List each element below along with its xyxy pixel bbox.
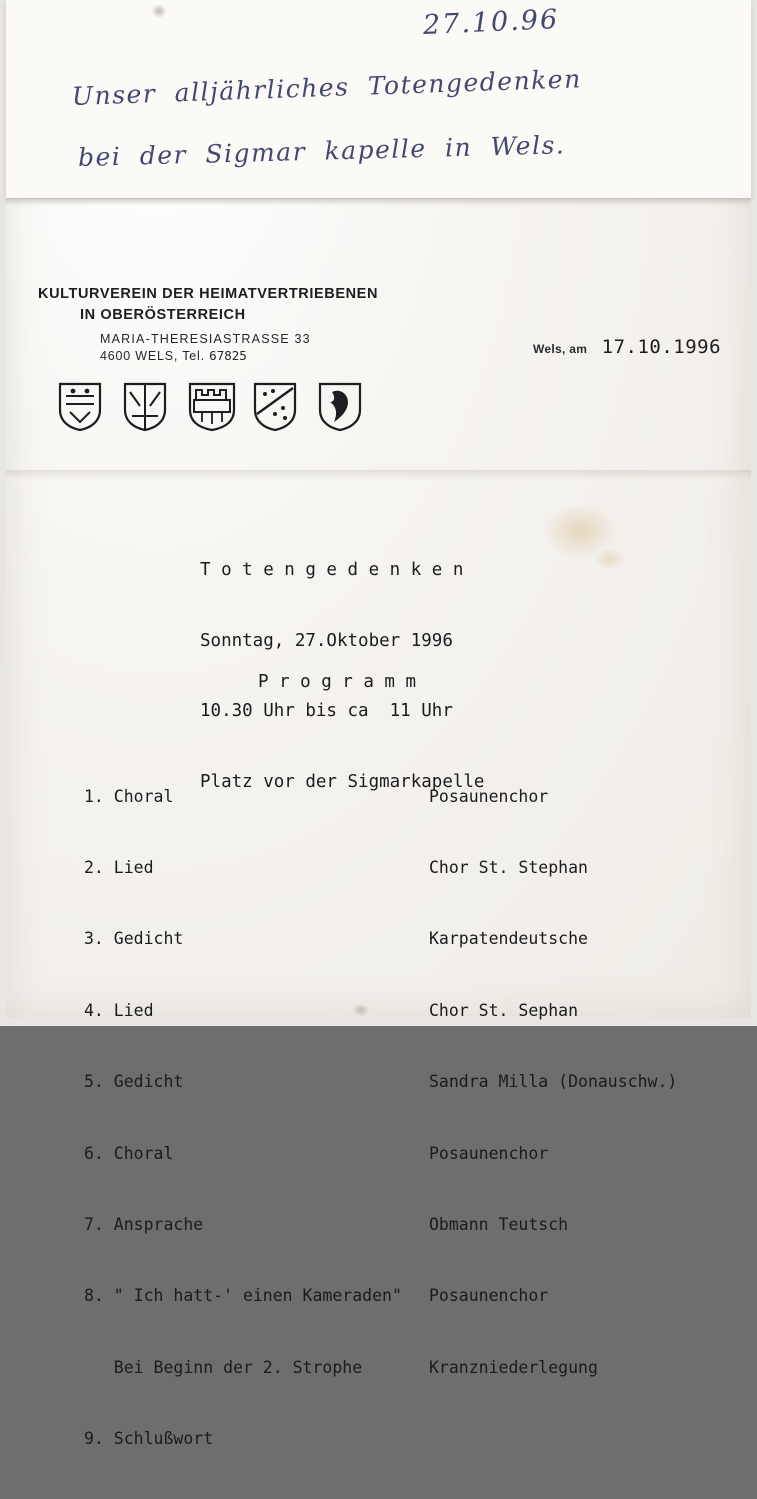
event-time: 10.30 Uhr bis ca 11 Uhr <box>200 701 453 721</box>
organization-street: MARIA-THERESIASTRASSE 33 <box>100 332 311 347</box>
program-row <box>84 1142 677 1166</box>
program-item-label: Bei Beginn der 2. Strophe <box>84 1357 363 1377</box>
organization-phone: 67825 <box>209 347 247 363</box>
crest-2-icon <box>123 382 167 432</box>
letterhead <box>38 284 438 365</box>
program-row <box>84 999 677 1023</box>
crest-3-icon <box>188 382 232 432</box>
organization-city: 4600 WELS, Tel. <box>100 348 205 363</box>
place-date-label: Wels, am <box>533 342 588 356</box>
program-item-performer: Obmann Teutsch <box>429 1214 569 1234</box>
program-row <box>84 785 677 809</box>
crest-4-icon <box>253 382 297 432</box>
program-item-performer: Kranzniederlegung <box>429 1357 598 1377</box>
program-item-label: 7. Ansprache <box>84 1214 204 1234</box>
program-list <box>84 737 677 1499</box>
organization-city-phone <box>100 348 438 365</box>
place-date-line <box>533 336 721 358</box>
program-row <box>84 856 677 880</box>
crest-1-icon <box>58 382 102 432</box>
program-item-performer: Posaunenchor <box>429 786 549 806</box>
program-row <box>84 1284 677 1308</box>
program-item-performer: Karpatendeutsche <box>429 929 588 949</box>
paper-fold-crease-middle <box>6 470 751 480</box>
program-item-performer: Posaunenchor <box>429 1143 549 1163</box>
program-item-label: 4. Lied <box>84 1000 154 1020</box>
program-item-label: 6. Choral <box>84 1143 174 1163</box>
program-item-label: 9. Schlußwort <box>84 1429 214 1449</box>
organization-name-line-1: KULTURVEREIN DER HEIMATVERTRIEBENEN <box>38 286 379 302</box>
program-row <box>84 1356 677 1380</box>
program-item-performer: Posaunenchor <box>429 1286 549 1306</box>
program-item-performer: Sandra Milla (Donauschw.) <box>429 1072 678 1092</box>
program-heading: P r o g r a m m <box>258 672 417 692</box>
handwritten-date: 27.10.96 <box>422 4 560 41</box>
program-item-label: 8. " Ich hatt-' einen Kameraden" <box>84 1286 402 1306</box>
program-row <box>84 1070 677 1094</box>
crest-5-icon <box>318 382 362 432</box>
organization-name-line-2: IN OBERÖSTERREICH <box>80 307 246 324</box>
program-item-performer: Chor St. Sephan <box>429 1000 579 1020</box>
handwritten-note-line-2: bei der Sigmar kapelle in Wels. <box>77 130 566 172</box>
program-row <box>84 1427 677 1451</box>
program-item-label: 2. Lied <box>84 857 154 877</box>
program-item-label: 1. Choral <box>84 786 174 806</box>
program-item-label: 3. Gedicht <box>84 929 184 949</box>
event-title: T o t e n g e d e n k e n <box>200 560 464 580</box>
coat-of-arms-row <box>58 382 362 432</box>
program-item-label: 5. Gedicht <box>84 1072 184 1092</box>
handwritten-note-line-1: Unser alljährliches Totengedenken <box>71 64 583 111</box>
place-date-value: 17.10.1996 <box>601 336 722 358</box>
program-row <box>84 1213 677 1237</box>
program-row <box>84 927 677 951</box>
event-location: Platz vor der Sigmarkapelle <box>200 771 485 792</box>
event-date: Sonntag, 27.Oktober 1996 <box>200 630 453 651</box>
program-item-performer: Chor St. Stephan <box>429 857 588 877</box>
paper-fold-crease-top <box>6 198 751 206</box>
